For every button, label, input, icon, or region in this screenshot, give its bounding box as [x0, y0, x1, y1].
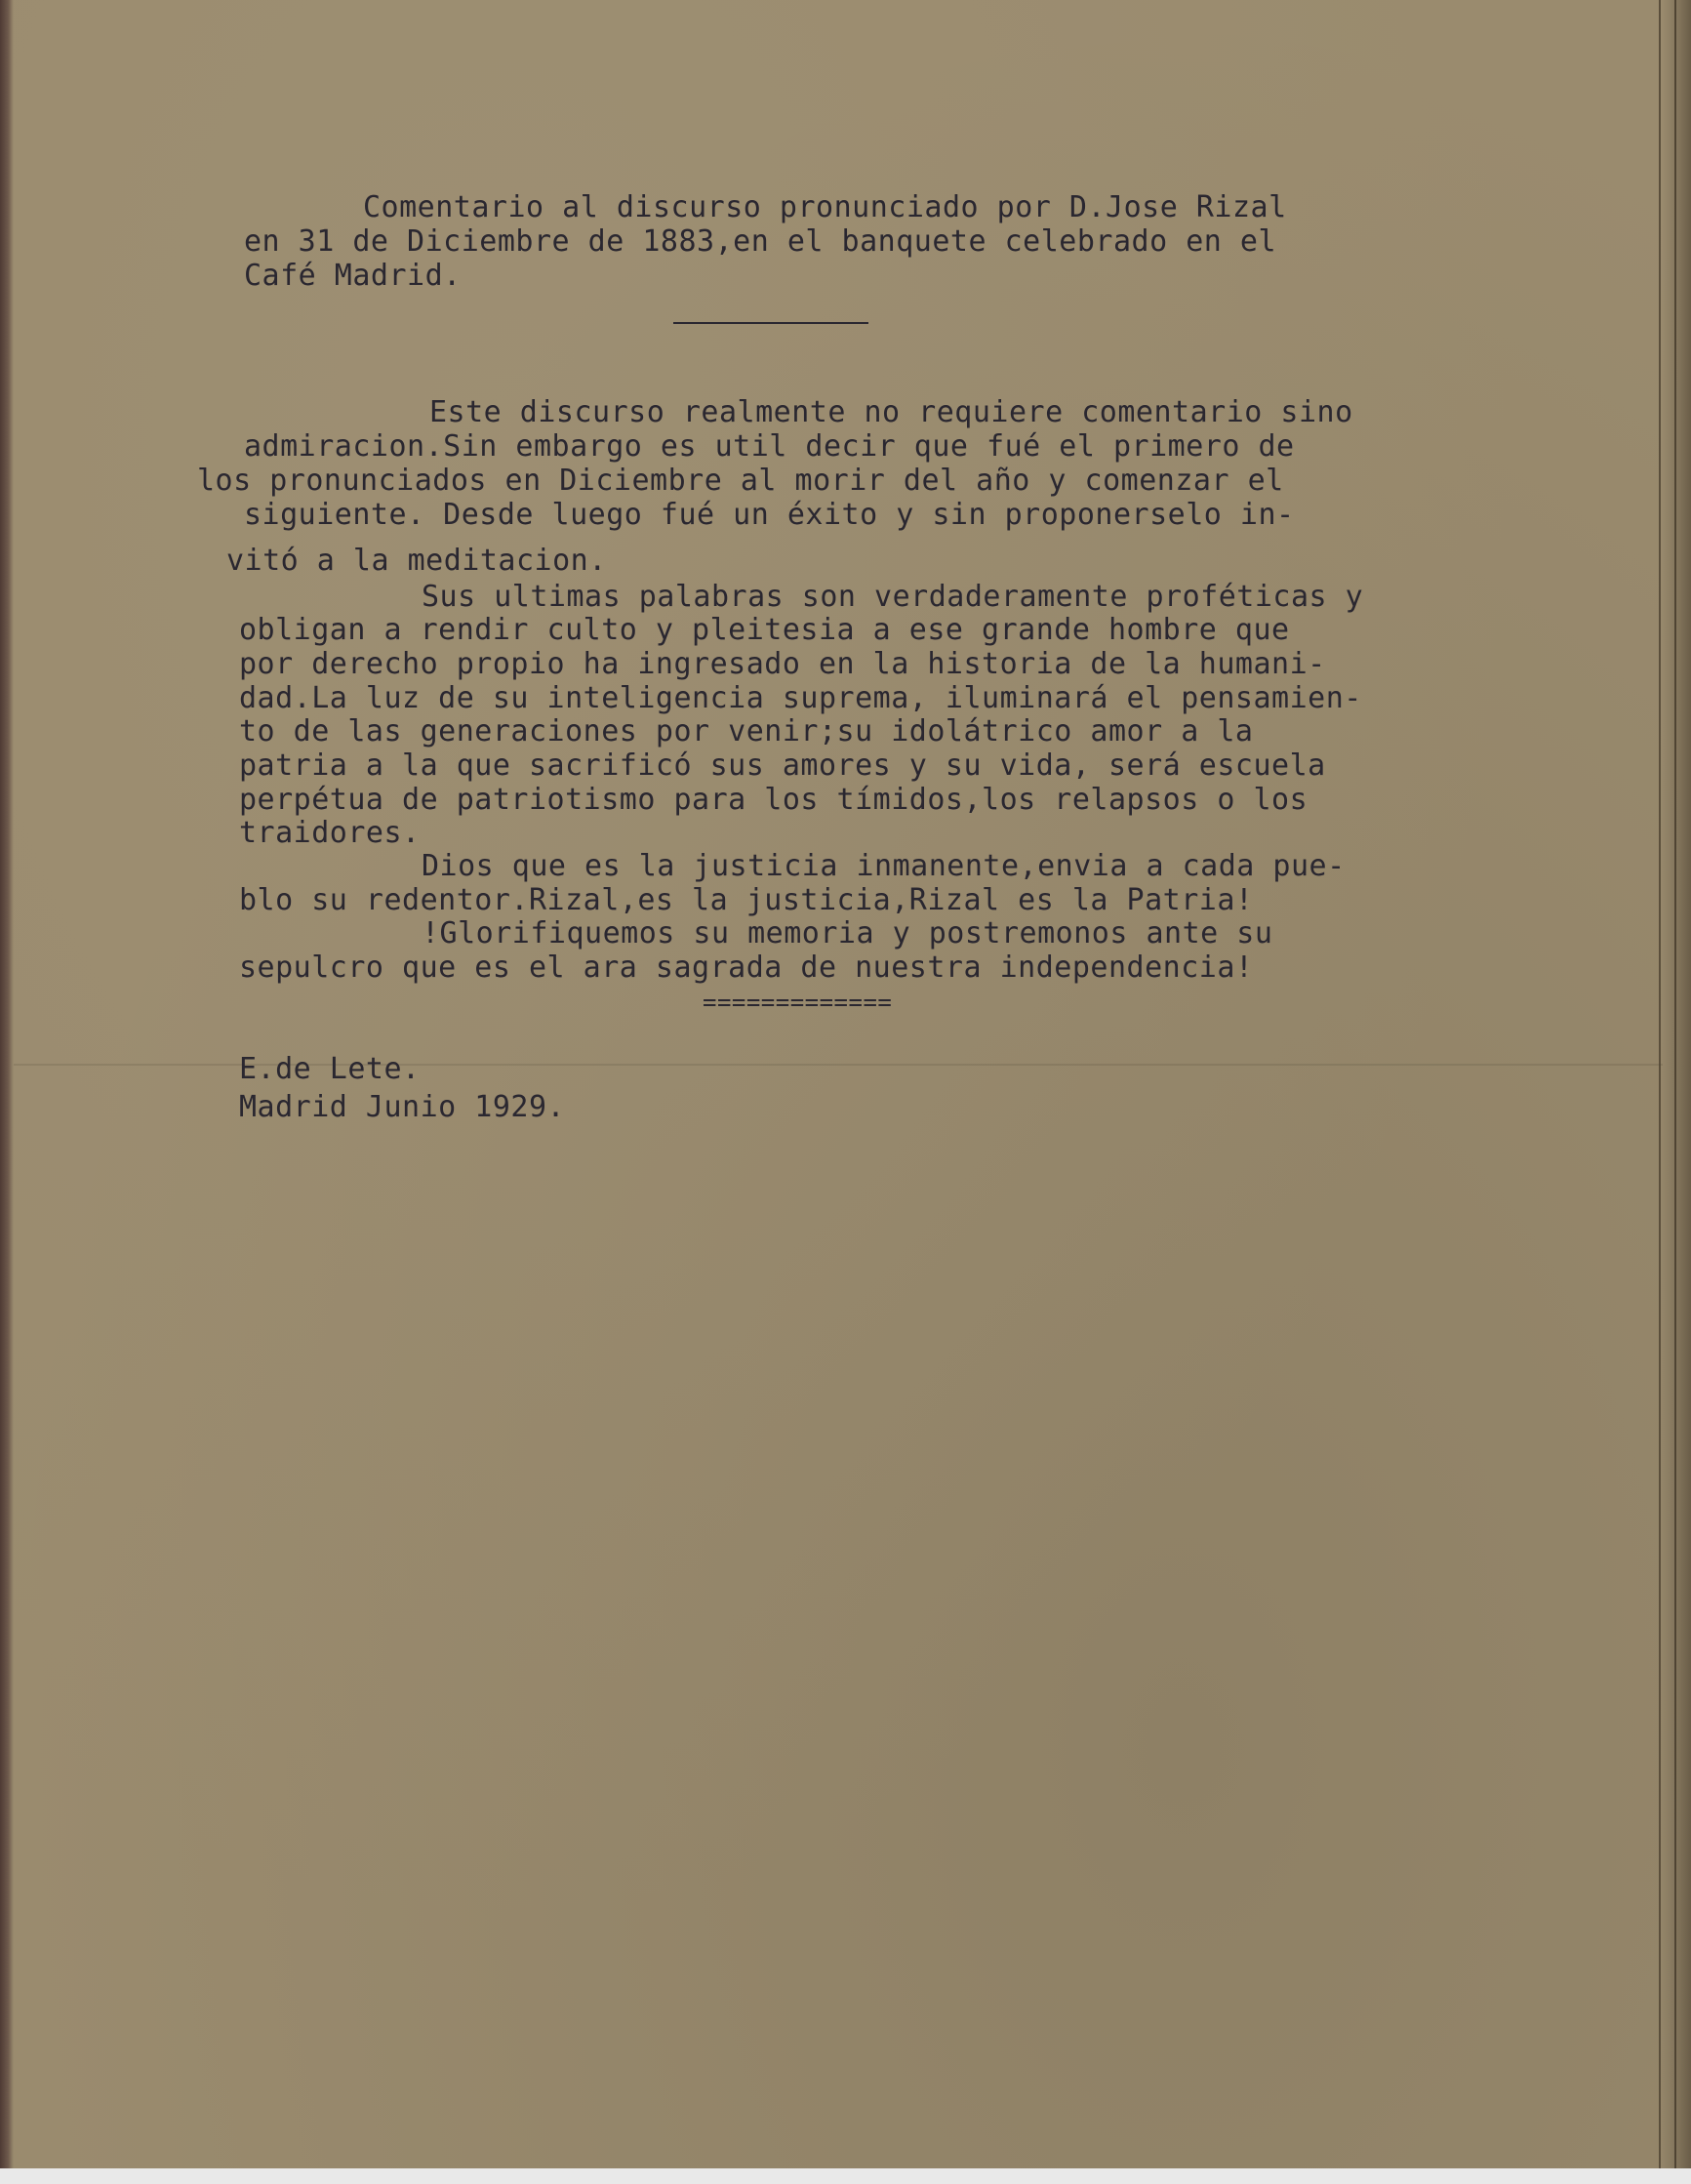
paragraph4-line-2: sepulcro que es el ara sagrada de nuestra independencia! [239, 950, 1254, 985]
page-right-border [1659, 0, 1661, 2171]
paragraph3-line-2: blo su redentor.Rizal,es la justicia,Rizal es la Patria! [239, 883, 1254, 917]
paragraph2-line-2: obligan a rendir culto y pleitesia a ese grande hombre que [239, 613, 1290, 647]
paragraph2-line-5: to de las generaciones por venir;su idolátrico amor a la [239, 714, 1254, 748]
paragraph1-line-4: siguiente. Desde luego fué un éxito y sin proponerselo in- [244, 498, 1295, 532]
paragraph1-line-2: admiracion.Sin embargo es util decir que fué el primero de [244, 429, 1295, 464]
heading-line-3: Café Madrid. [244, 259, 462, 293]
heading-underline [673, 322, 868, 324]
paragraph2-line-3: por derecho propio ha ingresado en la historia de la humani- [239, 647, 1326, 681]
place-date: Madrid Junio 1929. [239, 1090, 566, 1124]
paragraph1-line-1: Este discurso realmente no requiere comentario sino [429, 395, 1353, 429]
paragraph1-line-5: vitó a la meditacion. [226, 544, 607, 578]
paragraph1-line-3: los pronunciados en Diciembre al morir del año y comenzar el [197, 464, 1284, 498]
paragraph4-line-1: !Glorifiquemos su memoria y postremonos ante su [422, 916, 1273, 950]
paragraph2-line-7: perpétua de patriotismo para los tímidos,los relapsos o los [239, 783, 1309, 817]
paragraph2-line-1: Sus ultimas palabras son verdaderamente proféticas y [422, 580, 1364, 614]
separator-line: ============= [703, 989, 893, 1016]
paragraph2-line-4: dad.La luz de su inteligencia suprema, iluminará el pensamien- [239, 681, 1362, 715]
page-left-edge [0, 0, 14, 2184]
signature: E.de Lete. [239, 1052, 421, 1086]
scan-bottom-band [0, 2168, 1691, 2184]
page-right-border-outer [1674, 0, 1676, 2171]
paragraph3-line-1: Dios que es la justicia inmanente,envia a cada pue- [422, 849, 1346, 883]
page-right-edge [1662, 0, 1691, 2184]
heading-line-2: en 31 de Diciembre de 1883,en el banquete celebrado en el [244, 224, 1277, 259]
paragraph2-line-8: traidores. [239, 816, 421, 850]
paragraph2-line-6: patria a la que sacrificó sus amores y su vida, será escuela [239, 748, 1326, 783]
heading-line-1: Comentario al discurso pronunciado por D.Jose Rizal [363, 190, 1287, 224]
